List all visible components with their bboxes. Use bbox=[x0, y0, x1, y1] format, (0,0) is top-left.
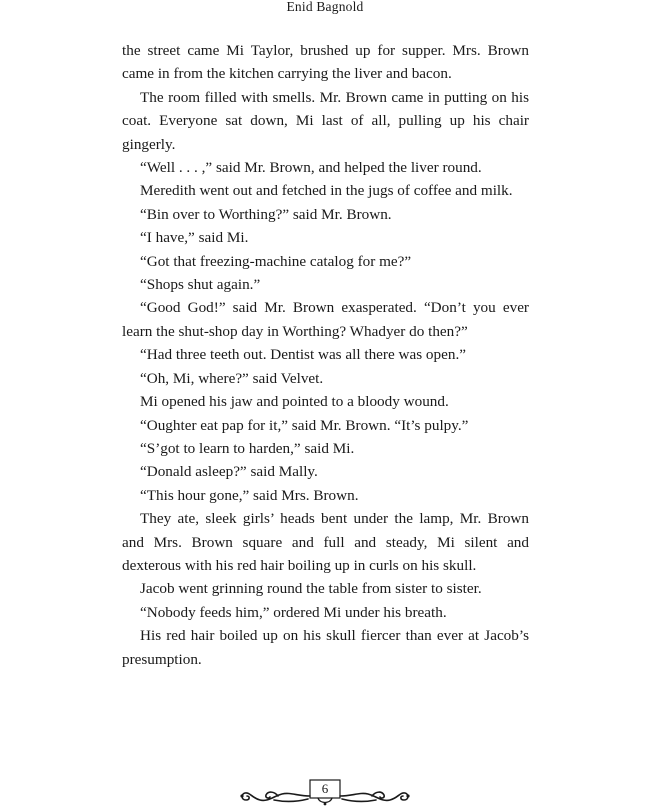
paragraph: “I have,” said Mi. bbox=[140, 229, 249, 247]
paragraph: “Well . . . ,” said Mr. Brown, and helped the liver round. bbox=[140, 159, 482, 177]
paragraph: Mi opened his jaw and pointed to a bloody wound. bbox=[140, 393, 449, 411]
page-footer bbox=[238, 778, 412, 808]
paragraph: “Oughter eat pap for it,” said Mr. Brown. “It’s pulpy.” bbox=[140, 416, 469, 434]
paragraph: “Oh, Mi, where?” said Velvet. bbox=[140, 369, 324, 387]
paragraph: “Shops shut again.” bbox=[140, 276, 261, 294]
paragraph: “Donald asleep?” said Mally. bbox=[140, 463, 318, 481]
page-number: 6 bbox=[321, 781, 329, 796]
paragraph: They ate, sleek girls’ heads bent under the lamp, Mr. Brown and Mrs. Brown square and full and steady, Mi silent and dexterous with his red hair boiling up in curls on his skull. bbox=[122, 510, 529, 574]
paragraph: Meredith went out and fetched in the jugs of coffee and milk. bbox=[140, 182, 513, 200]
paragraph: the street came Mi Taylor, brushed up for supper. Mrs. Brown came in from the kitchen carrying the liver and bacon. bbox=[122, 42, 529, 83]
body-text bbox=[122, 39, 529, 671]
paragraph: “Bin over to Worthing?” said Mr. Brown. bbox=[140, 205, 392, 223]
paragraph: “Nobody feeds him,” ordered Mi under his breath. bbox=[140, 603, 447, 621]
paragraph: “S’got to learn to harden,” said Mi. bbox=[140, 439, 355, 457]
paragraph: “This hour gone,” said Mrs. Brown. bbox=[140, 486, 359, 504]
paragraph: The room filled with smells. Mr. Brown came in putting on his coat. Everyone sat down, Mi last of all, pulling up his chair gingerly. bbox=[122, 88, 529, 153]
paragraph: “Got that freezing-machine catalog for me?” bbox=[140, 252, 412, 270]
running-head-author: Enid Bagnold bbox=[286, 0, 364, 14]
paragraph: “Had three teeth out. Dentist was all there was open.” bbox=[140, 346, 466, 364]
paragraph: His red hair boiled up on his skull fiercer than ever at Jacob’s presumption. bbox=[122, 627, 529, 668]
paragraph: “Good God!” said Mr. Brown exasperated. “Don’t you ever learn the shut-shop day in Worthing? Whadyer do then?” bbox=[122, 299, 529, 340]
paragraph: Jacob went grinning round the table from sister to sister. bbox=[140, 580, 482, 598]
